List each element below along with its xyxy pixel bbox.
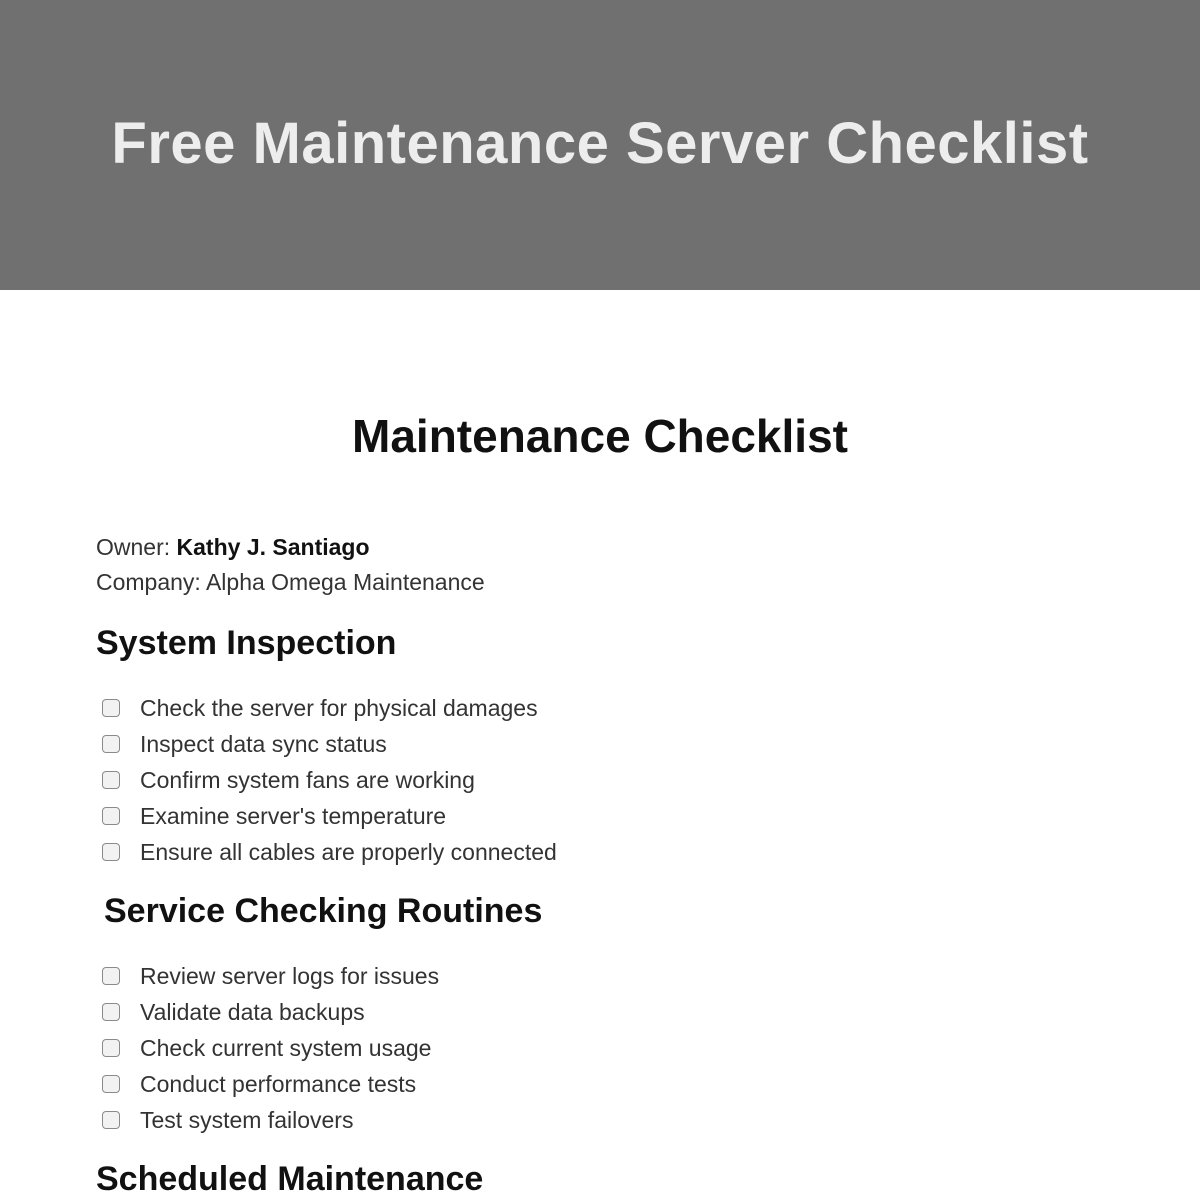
checklist-item-label: Check current system usage xyxy=(140,1035,432,1061)
checkbox[interactable] xyxy=(102,699,120,717)
checklist-item[interactable] xyxy=(100,1066,439,1102)
company-line xyxy=(96,567,485,597)
checklist-item-label: Examine server's temperature xyxy=(140,803,447,829)
checklist-item[interactable] xyxy=(100,690,557,726)
checkbox[interactable] xyxy=(102,1111,120,1129)
checklist-item[interactable] xyxy=(100,958,439,994)
checklist-item[interactable] xyxy=(100,994,439,1030)
owner-name: Kathy J. Santiago xyxy=(176,534,370,560)
checklist-item-label: Ensure all cables are properly connected xyxy=(140,839,557,865)
header-banner xyxy=(0,0,1200,290)
checklist-service-checking-routines xyxy=(100,958,439,1138)
company-name: Alpha Omega Maintenance xyxy=(205,569,485,595)
checklist-item[interactable] xyxy=(100,762,557,798)
checkbox[interactable] xyxy=(102,771,120,789)
checkbox[interactable] xyxy=(102,967,120,985)
checklist-item-label: Confirm system fans are working xyxy=(140,767,475,793)
checklist-item-label: Check the server for physical damages xyxy=(140,695,538,721)
checklist-item[interactable] xyxy=(100,1030,439,1066)
section-heading-scheduled-maintenance: Scheduled Maintenance xyxy=(96,1160,484,1198)
checklist-item-label: Conduct performance tests xyxy=(140,1071,417,1097)
owner-label: Owner: xyxy=(96,534,171,560)
section-heading-system-inspection: System Inspection xyxy=(96,624,397,662)
checkbox[interactable] xyxy=(102,735,120,753)
checklist-item-label: Validate data backups xyxy=(140,999,365,1025)
owner-line xyxy=(96,532,370,562)
checkbox[interactable] xyxy=(102,1039,120,1057)
checklist-item-label: Inspect data sync status xyxy=(140,731,387,757)
checkbox[interactable] xyxy=(102,1003,120,1021)
checkbox[interactable] xyxy=(102,1075,120,1093)
checklist-item[interactable] xyxy=(100,726,557,762)
checklist-item-label: Review server logs for issues xyxy=(140,963,440,989)
checklist-item[interactable] xyxy=(100,1102,439,1138)
checklist-system-inspection xyxy=(100,690,557,870)
banner-title: Free Maintenance Server Checklist xyxy=(111,111,1089,176)
checkbox[interactable] xyxy=(102,807,120,825)
company-label: Company: xyxy=(96,569,201,595)
checklist-item[interactable] xyxy=(100,834,557,870)
checkbox[interactable] xyxy=(102,843,120,861)
checklist-item[interactable] xyxy=(100,798,557,834)
section-heading-service-checking-routines: Service Checking Routines xyxy=(104,892,543,930)
checklist-item-label: Test system failovers xyxy=(140,1107,354,1133)
document-title: Maintenance Checklist xyxy=(352,410,848,462)
